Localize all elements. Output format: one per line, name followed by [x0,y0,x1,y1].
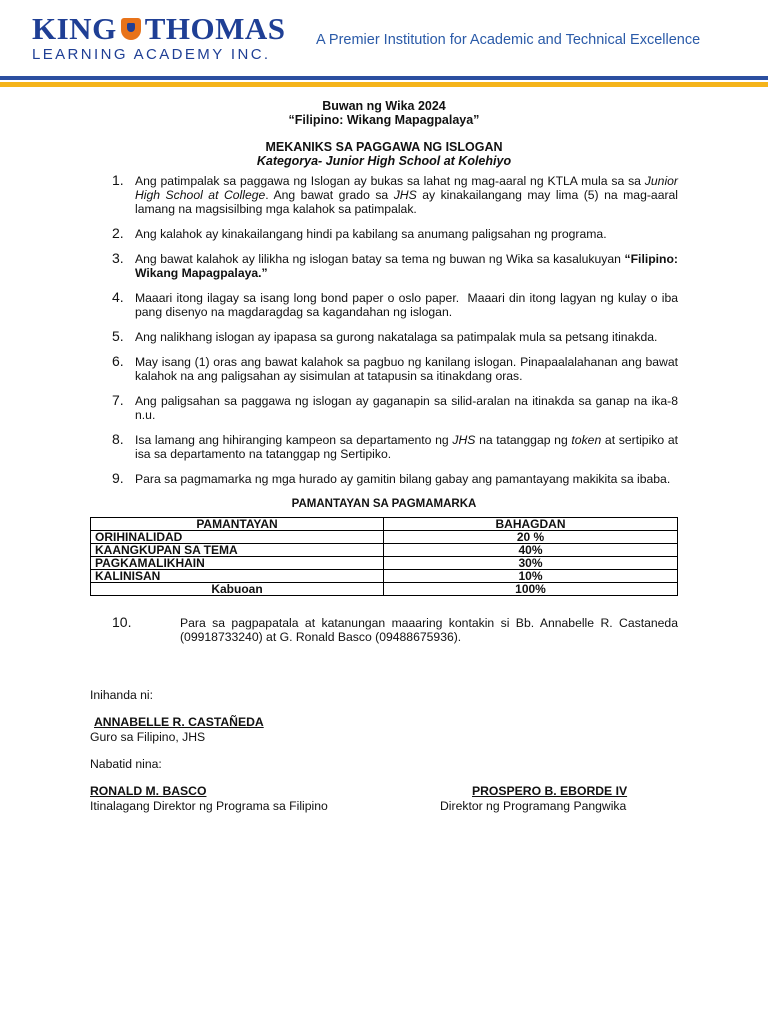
table-row [91,531,678,544]
doc-title-theme: “Filipino: Wikang Mapagpalaya” [288,113,480,127]
rule-text: May isang (1) oras ang bawat kalahok sa pagbuo ng kanilang islogan. Pinapaalalahanan ang bawat kalahok na ang paligsahan ay sisimulan at tatapusin sa itinakdang oras. [135,355,678,383]
doc-title-event: Buwan ng Wika 2024 [322,99,446,113]
letterhead [0,0,768,92]
rule-text-italic: JHS [452,433,476,447]
rule-text-italic: token [571,433,602,447]
table-row [91,544,678,557]
criteria-cell: PAGKAMALIKHAIN [91,557,384,570]
rule-text: Para sa pagmamarka ng mga hurado ay gamitin bilang gabay ang pamantayang makikita sa ibaba. [135,472,671,486]
rule-text: Maaari itong ilagay sa isang long bond paper o oslo paper. Maaari din itong lagyan ng kulay o iba pang disenyo na magdaragdag sa kagandahan ng islogan. [135,291,682,319]
rule-text: at sertipiko at isa sa departamento na tatanggap ng Sertipiko. [135,433,678,461]
rule-number: 4. [112,289,124,305]
percentage-cell: 20 % [384,531,678,544]
rule-item [90,330,678,344]
percentage-cell: 10% [384,570,678,583]
rule-text-italic: JHS [393,188,417,202]
table-header-row [91,518,678,531]
rule-number: 5. [112,328,124,344]
rules-list [90,172,682,486]
rule-number: 8. [112,431,124,447]
rule-text: ay kinakailangang may lima (5) na mag-aaral lamang na magsisilbing mga kalahok sa patimpalak. [135,188,679,216]
header-stripe-blue [0,76,768,80]
school-logo [32,11,286,63]
rule-number: 9. [112,470,124,486]
rule-text: . Ang bawat grado sa [265,188,394,202]
rule-text: Isa lamang ang hihiranging kampeon sa departamento ng [135,433,453,447]
rule-number: 1. [112,172,124,188]
prepared-by-role: Guro sa Filipino, JHS [90,730,206,744]
rule-number: 10. [112,614,132,630]
rule-number: 3. [112,250,124,266]
noted-by-role-1: Itinalagang Direktor ng Programa sa Filipino [90,799,328,813]
rubric-table [90,517,678,596]
rule-text: Ang patimpalak sa paggawa ng Islogan ay bukas sa lahat ng mag-aaral ng KTLA mula sa sa [135,174,645,188]
logo-subtitle: LEARNING ACADEMY INC. [32,46,271,63]
header-stripe-gold [0,82,768,87]
rule-theme-bold: “Filipino: Wikang Mapagpalaya.” [135,252,678,280]
criteria-cell: ORIHINALIDAD [91,531,384,544]
percentage-cell: 40% [384,544,678,557]
column-header-criteria: PAMANTAYAN [91,518,384,531]
logo-word-thomas: THOMAS [144,11,286,46]
rubric-title: PAMANTAYAN SA PAGMAMARKA [291,498,477,510]
total-value-cell: 100% [384,583,678,596]
rule-text: Ang kalahok ay kinakailangang hindi pa kabilang sa anumang paligsahan ng programa. [135,227,607,241]
rule-text: na tatanggap ng [475,433,572,447]
column-header-percentage: BAHAGDAN [384,518,678,531]
rule-text-italic: Junior High School at College [135,174,678,202]
table-total-row [91,583,678,596]
rule-item [90,289,682,319]
rule-text: Ang nalikhang islogan ay ipapasa sa gurong nakatalaga sa patimpalak mula sa petsang itinakda. [135,330,658,344]
noted-by-role-2: Direktor ng Programang Pangwika [440,799,627,813]
noted-by-name-1: RONALD M. BASCO [90,784,207,798]
rule-text: Para sa pagpapatala at katanungan maaaring kontakin si Bb. Annabelle R. Castaneda (09918733240) at G. Ronald Basco (09488675936). [180,616,678,644]
prepared-by-label: Inihanda ni: [90,688,154,702]
logo-word-king: KING [32,11,117,46]
school-tagline: A Premier Institution for Academic and Technical Excellence [316,32,701,48]
doc-title-category: Kategorya- Junior High School at Kolehiyo [256,154,512,168]
doc-title-mechanics: MEKANIKS SA PAGGAWA NG ISLOGAN [265,140,503,154]
criteria-cell: KALINISAN [91,570,384,583]
criteria-cell: KAANGKUPAN SA TEMA [91,544,384,557]
rule-item [90,355,678,383]
percentage-cell: 30% [384,557,678,570]
crest-icon [121,18,141,40]
rule-number: 6. [112,353,124,369]
rule-item-contact [90,616,678,644]
total-label-cell: Kabuoan [91,583,384,596]
table-row [91,557,678,570]
noted-by-label: Nabatid nina: [90,757,162,771]
rule-item [90,227,678,241]
document-body [90,99,682,644]
rule-item [90,472,678,486]
table-row [91,570,678,583]
rule-text: Ang bawat kalahok ay lilikha ng islogan batay sa tema ng buwan ng Wika sa kasalukuyan [135,252,625,266]
rule-item [90,394,678,422]
noted-by-name-2: PROSPERO B. EBORDE IV [472,784,628,798]
rule-number: 7. [112,392,124,408]
prepared-by-name: ANNABELLE R. CASTAÑEDA [94,715,264,729]
rule-item [90,433,678,461]
rule-text: Ang paligsahan sa paggawa ng islogan ay gaganapin sa silid-aralan na itinakda sa ganap na ika-8 n.u. [135,394,678,422]
rule-number: 2. [112,225,124,241]
rule-item [90,174,678,216]
rule-item [90,252,678,280]
